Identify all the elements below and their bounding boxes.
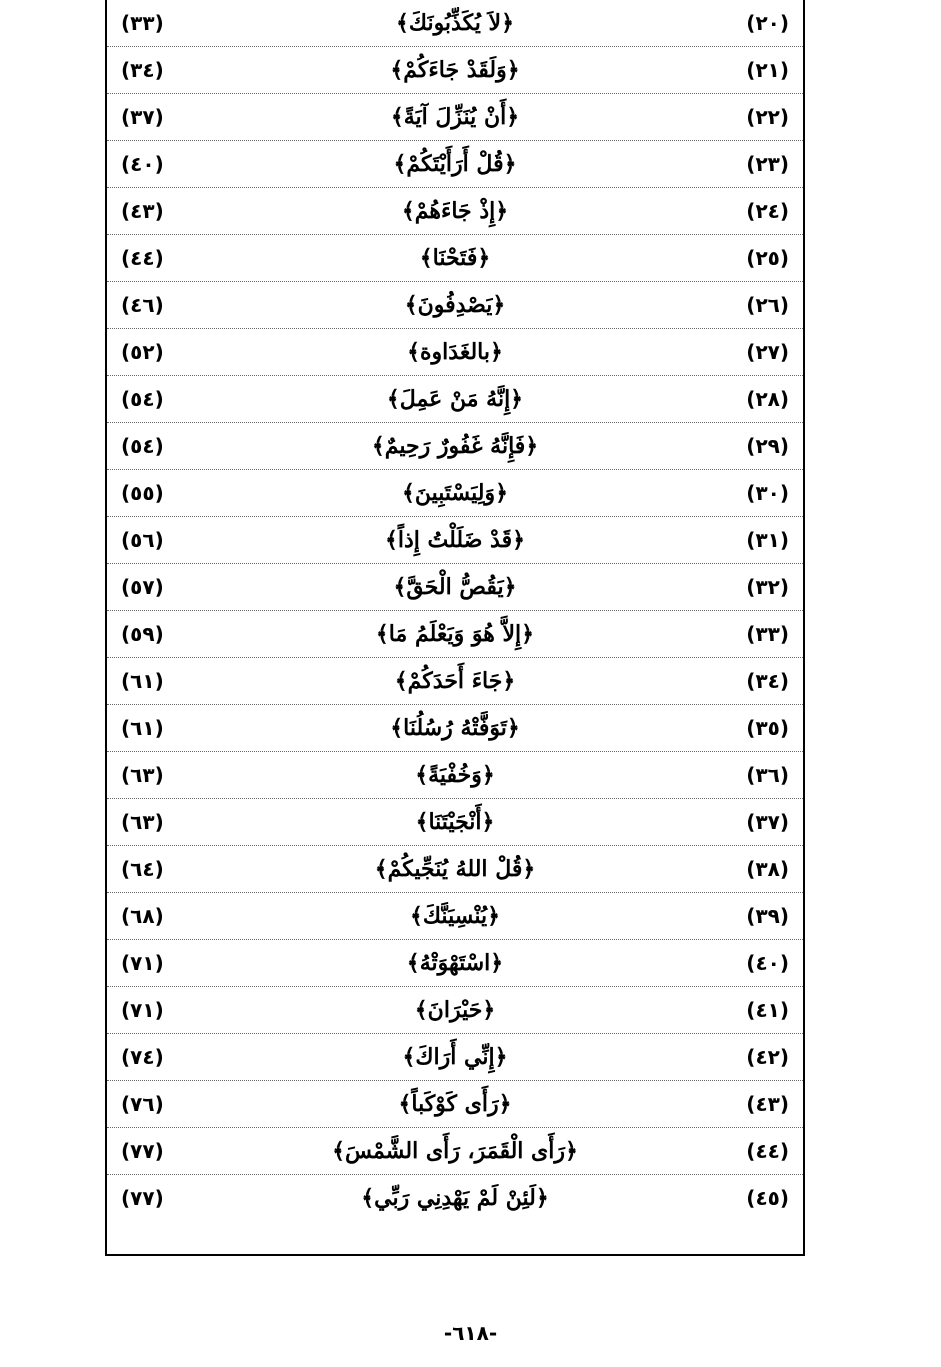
- table-row: [107, 658, 803, 705]
- table-row: [107, 188, 803, 235]
- entry-number: (٣٧): [746, 810, 789, 834]
- entry-page-ref: (٧١): [121, 998, 164, 1022]
- table-row: [107, 329, 803, 376]
- table-row: [107, 940, 803, 987]
- entry-word: ﴿إِلاَّ هُوَ وَيَعْلَمُ مَا﴾: [375, 621, 535, 647]
- entry-word: ﴿بالغَدَاوة﴾: [407, 339, 503, 365]
- entry-page-ref: (٥٥): [121, 481, 164, 505]
- entry-word: ﴿إِذْ جَاءَهُمْ﴾: [401, 198, 509, 224]
- table-row: [107, 517, 803, 564]
- entry-number: (٢٥): [746, 246, 789, 270]
- entry-page-ref: (٤٠): [121, 152, 164, 176]
- entry-word: ﴿قُلْ اللهُ يُنَجِّيكُمْ﴾: [374, 856, 536, 882]
- entry-page-ref: (٣٤): [121, 58, 164, 82]
- table-row: [107, 564, 803, 611]
- page-number: -٦١٨-: [443, 1321, 498, 1345]
- entry-word: ﴿فَإِنَّهُ غَفُورٌ رَحِيمٌ﴾: [371, 433, 539, 459]
- table-row: [107, 47, 803, 94]
- entry-page-ref: (٤٦): [121, 293, 164, 317]
- entry-page-ref: (٦٨): [121, 904, 164, 928]
- table-row: [107, 94, 803, 141]
- entry-page-ref: (٥٤): [121, 387, 164, 411]
- entry-word: ﴿أَنْجَيْتَنَا﴾: [415, 809, 495, 835]
- entry-word: ﴿جَاءَ أَحَدَكُمْ﴾: [394, 668, 516, 694]
- entry-page-ref: (٤٣): [121, 199, 164, 223]
- entry-number: (٤٠): [746, 951, 789, 975]
- table-row: [107, 1081, 803, 1128]
- entry-page-ref: (٥٢): [121, 340, 164, 364]
- table-row: [107, 141, 803, 188]
- entry-page-ref: (٣٧): [121, 105, 164, 129]
- table-row: [107, 799, 803, 846]
- entry-number: (٢٠): [746, 11, 789, 35]
- entry-page-ref: (٧١): [121, 951, 164, 975]
- entry-word: ﴿لاَ يُكَذِّبُونَكَ﴾: [396, 10, 514, 36]
- entry-word: ﴿إِنَّهُ مَنْ عَمِلَ﴾: [386, 386, 524, 412]
- entry-page-ref: (٦١): [121, 669, 164, 693]
- index-table: [105, 0, 805, 1256]
- entry-word: ﴿إِنِّي أَرَاكَ﴾: [402, 1044, 508, 1070]
- entry-number: (٢٣): [746, 152, 789, 176]
- entry-word: ﴿لَئِنْ لَمْ يَهْدِنِي رَبِّي﴾: [361, 1185, 549, 1211]
- table-row: [107, 893, 803, 940]
- table-row: [107, 1175, 803, 1222]
- entry-number: (٢٨): [746, 387, 789, 411]
- entry-word: ﴿وَلَقَدْ جَاءَكُمْ﴾: [390, 57, 520, 83]
- entry-page-ref: (٦١): [121, 716, 164, 740]
- entry-number: (٣٢): [746, 575, 789, 599]
- table-row: [107, 0, 803, 47]
- table-row: [107, 470, 803, 517]
- entry-number: (٣٦): [746, 763, 789, 787]
- entry-number: (٣٤): [746, 669, 789, 693]
- entry-number: (٢٢): [746, 105, 789, 129]
- entry-word: ﴿يَقُصُّ الْحَقَّ﴾: [393, 574, 517, 600]
- entry-number: (٣٥): [746, 716, 789, 740]
- entry-number: (٢٤): [746, 199, 789, 223]
- entry-number: (٣٣): [746, 622, 789, 646]
- entry-word: ﴿يَصْدِفُونَ﴾: [404, 292, 506, 318]
- table-row: [107, 1034, 803, 1081]
- entry-word: ﴿فَتَحْنَا﴾: [419, 245, 491, 271]
- entry-page-ref: (٤٤): [121, 246, 164, 270]
- entry-number: (٢١): [746, 58, 789, 82]
- entry-number: (٤٥): [746, 1186, 789, 1210]
- entry-page-ref: (٣٣): [121, 11, 164, 35]
- entry-word: ﴿يُنْسِيَنَّكَ﴾: [410, 903, 500, 929]
- entry-page-ref: (٧٦): [121, 1092, 164, 1116]
- entry-page-ref: (٥٩): [121, 622, 164, 646]
- entry-page-ref: (٧٧): [121, 1139, 164, 1163]
- entry-number: (٣١): [746, 528, 789, 552]
- entry-number: (٢٦): [746, 293, 789, 317]
- entry-word: ﴿أَنْ يُنَزِّلَ آيَةً﴾: [390, 104, 520, 130]
- entry-number: (٤١): [746, 998, 789, 1022]
- table-row: [107, 752, 803, 799]
- table-row: [107, 846, 803, 893]
- entry-page-ref: (٦٣): [121, 810, 164, 834]
- entry-word: ﴿قَدْ ضَلَلْتُ إِذاً﴾: [384, 527, 526, 553]
- entry-page-ref: (٥٤): [121, 434, 164, 458]
- entry-number: (٤٢): [746, 1045, 789, 1069]
- table-row: [107, 376, 803, 423]
- entry-word: ﴿تَوَفَّتْهُ رُسُلُنَا﴾: [390, 715, 520, 741]
- entry-word: ﴿رَأَى الْقَمَرَ، رَأَى الشَّمْسَ﴾: [332, 1138, 578, 1164]
- table-row: [107, 235, 803, 282]
- entry-page-ref: (٧٧): [121, 1186, 164, 1210]
- entry-number: (٢٧): [746, 340, 789, 364]
- entry-number: (٣٩): [746, 904, 789, 928]
- table-row: [107, 987, 803, 1034]
- entry-page-ref: (٦٤): [121, 857, 164, 881]
- entry-word: ﴿رَأَى كَوْكَباً﴾: [398, 1091, 512, 1117]
- entry-page-ref: (٥٦): [121, 528, 164, 552]
- entry-number: (٣٨): [746, 857, 789, 881]
- entry-number: (٢٩): [746, 434, 789, 458]
- entry-page-ref: (٦٣): [121, 763, 164, 787]
- entry-number: (٤٤): [746, 1139, 789, 1163]
- entry-number: (٤٣): [746, 1092, 789, 1116]
- entry-number: (٣٠): [746, 481, 789, 505]
- table-row: [107, 1128, 803, 1175]
- table-row: [107, 282, 803, 329]
- entry-word: ﴿حَيْرَانَ﴾: [414, 997, 496, 1023]
- entry-word: ﴿وَلِيَسْتَبِينَ﴾: [401, 480, 509, 506]
- table-row: [107, 705, 803, 752]
- entry-page-ref: (٧٤): [121, 1045, 164, 1069]
- entry-word: ﴿اسْتَهْوَتْهُ﴾: [406, 950, 504, 976]
- table-row: [107, 611, 803, 658]
- table-row: [107, 423, 803, 470]
- entry-page-ref: (٥٧): [121, 575, 164, 599]
- entry-word: ﴿وَخُفْيَةً﴾: [415, 762, 495, 788]
- entry-word: ﴿قُلْ أَرَأَيْتَكُمْ﴾: [393, 151, 517, 177]
